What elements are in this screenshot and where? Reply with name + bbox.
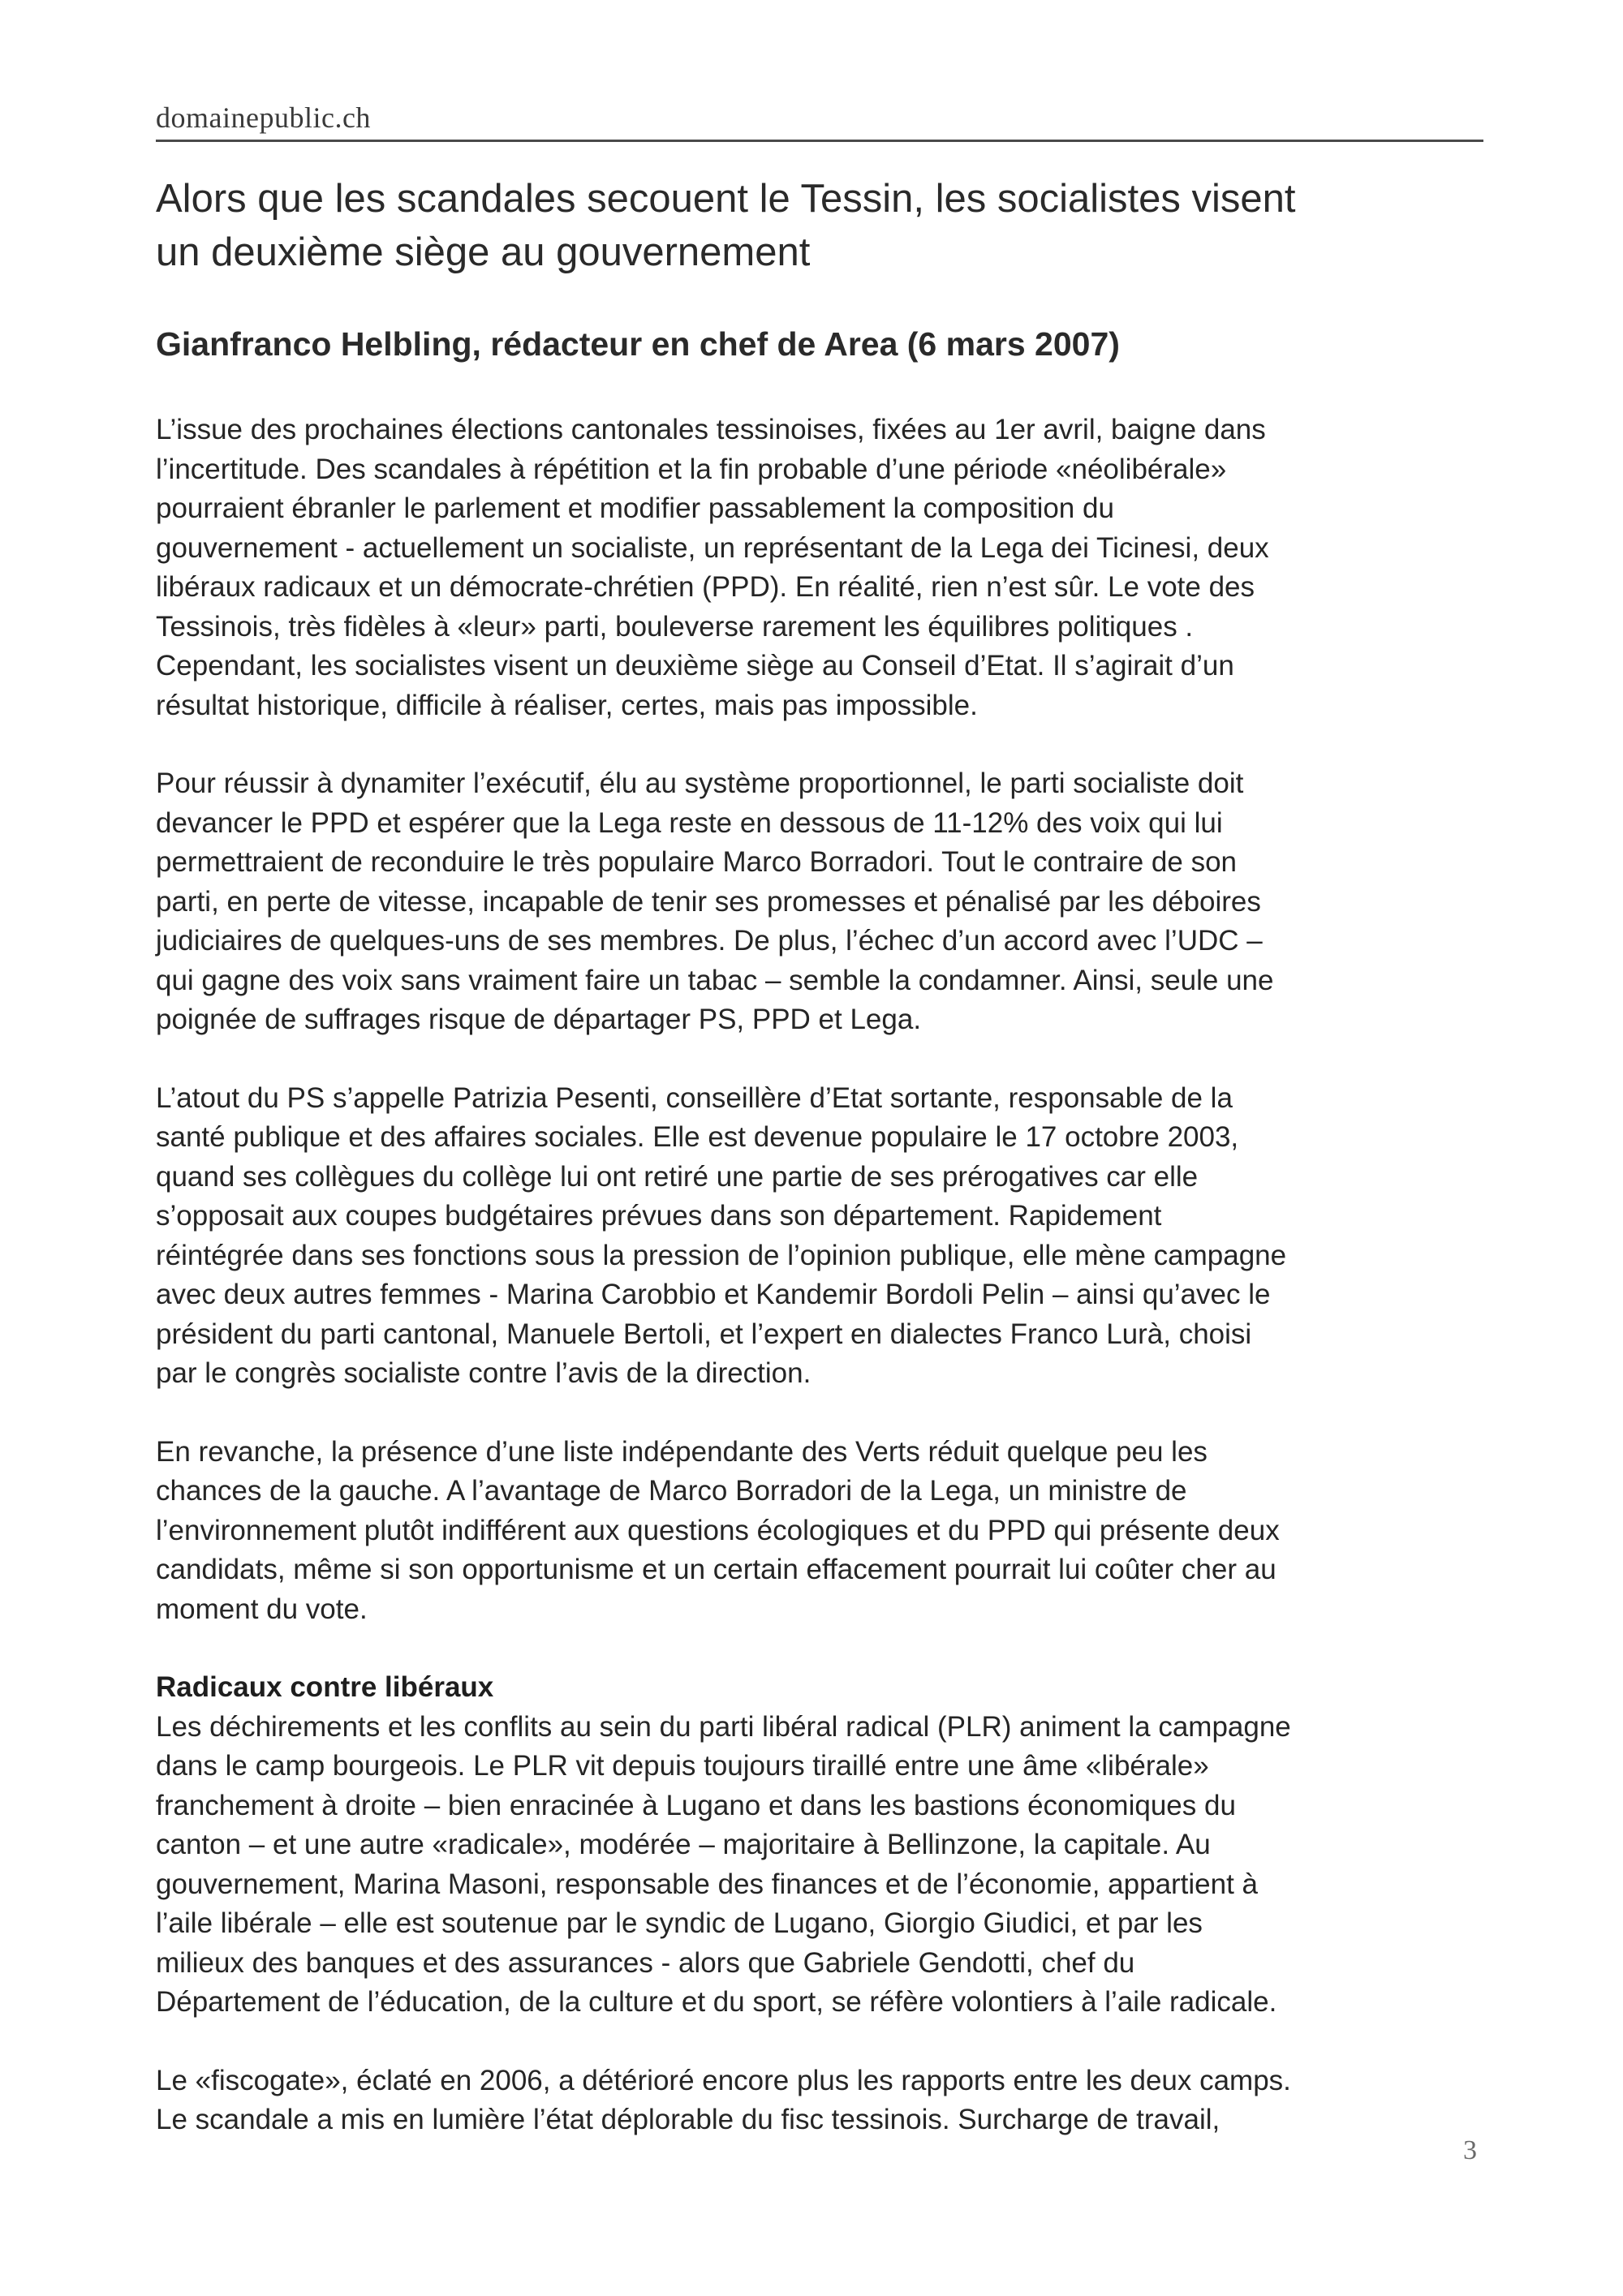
article-byline: Gianfranco Helbling, rédacteur en chef de Area (6 mars 2007)	[156, 325, 1120, 363]
article-title-line-2: un deuxième siège au gouvernement	[156, 230, 811, 274]
paragraph: En revanche, la présence d’une liste indépendante des Verts réduit quelque peu les chances de la gauche. A l’avantage de Marco Borradori de la Lega, un ministre de l’environnement plutôt indifférent aux questions écologiques et du PPD qui présente deux candidats, même si son opportunisme et un certain effacement pourrait lui coûter cher au moment du vote.	[156, 1435, 1280, 1625]
page-number: 3	[1463, 2135, 1477, 2165]
article-title-line-1: Alors que les scandales secouent le Tessin, les socialistes visent	[156, 177, 1296, 221]
article-body	[156, 411, 1487, 2140]
site-header	[156, 96, 1483, 142]
paragraph: L’issue des prochaines élections cantonales tessinoises, fixées au 1er avril, baigne dans l’incertitude. Des scandales à répétition et la fin probable d’une période «néolibérale» pourraient ébranler le parlement et modifier passablement la composition du gouvernement - actuellement un socialiste, un représentant de la Lega dei Ticinesi, deux libéraux radicaux et un démocrate-chrétien (PPD). En réalité, rien n’est sûr. Le vote des Tessinois, très fidèles à «leur» parti, bouleverse rarement les équilibres politiques . Cependant, les socialistes visent un deuxième siège au Conseil d’Etat. Il s’agirait d’un résultat historique, difficile à réaliser, certes, mais pas impossible.	[156, 414, 1269, 721]
paragraph: Les déchirements et les conflits au sein du parti libéral radical (PLR) animent la campagne dans le camp bourgeois. Le PLR vit depuis toujours tiraillé entre une âme «libérale» franchement à droite – bien enracinée à Lugano et dans les bastions économiques du canton – et une autre «radicale», modérée – majoritaire à Bellinzone, la capitale. Au gouvernement, Marina Masoni, responsable des finances et de l’économie, appartient à l’aile libérale – elle est soutenue par le syndic de Lugano, Giorgio Giudici, et par les milieux des banques et des assurances - alors que Gabriele Gendotti, chef du Département de l’éducation, de la culture et du sport, se réfère volontiers à l’aile radicale.	[156, 1710, 1291, 2018]
paragraph: L’atout du PS s’appelle Patrizia Pesenti, conseillère d’Etat sortante, responsable de la santé publique et des affaires sociales. Elle est devenue populaire le 17 octobre 2003, quand ses collègues du collège lui ont retiré une partie de ses prérogatives car elle s’opposait aux coupes budgétaires prévues dans son département. Rapidement réintégrée dans ses fonctions sous la pression de l’opinion publique, elle mène campagne avec deux autres femmes - Marina Carobbio et Kandemir Bordoli Pelin – ainsi qu’avec le président du parti cantonal, Manuele Bertoli, et l’expert en dialectes Franco Lurà, choisi par le congrès socialiste contre l’avis de la direction.	[156, 1081, 1287, 1389]
paragraph: Pour réussir à dynamiter l’exécutif, élu au système proportionnel, le parti socialiste doit devancer le PPD et espérer que la Lega reste en dessous de 11-12% des voix qui lui permettraient de reconduire le très populaire Marco Borradori. Tout le contraire de son parti, en perte de vitesse, incapable de tenir ses promesses et pénalisé par les déboires judiciaires de quelques-uns de ses membres. De plus, l’échec d’un accord avec l’UDC – qui gagne des voix sans vraiment faire un tabac – semble la condamner. Ainsi, seule une poignée de suffrages risque de départager PS, PPD et Lega.	[156, 767, 1274, 1035]
site-name: domainepublic.ch	[156, 101, 371, 134]
article-title	[156, 172, 1487, 279]
paragraph: Le «fiscogate», éclaté en 2006, a détérioré encore plus les rapports entre les deux camps. Le scandale a mis en lumière l’état déplorable du fisc tessinois. Surcharge de travail,	[156, 2064, 1291, 2135]
section-heading: Radicaux contre libéraux	[156, 1671, 494, 1703]
